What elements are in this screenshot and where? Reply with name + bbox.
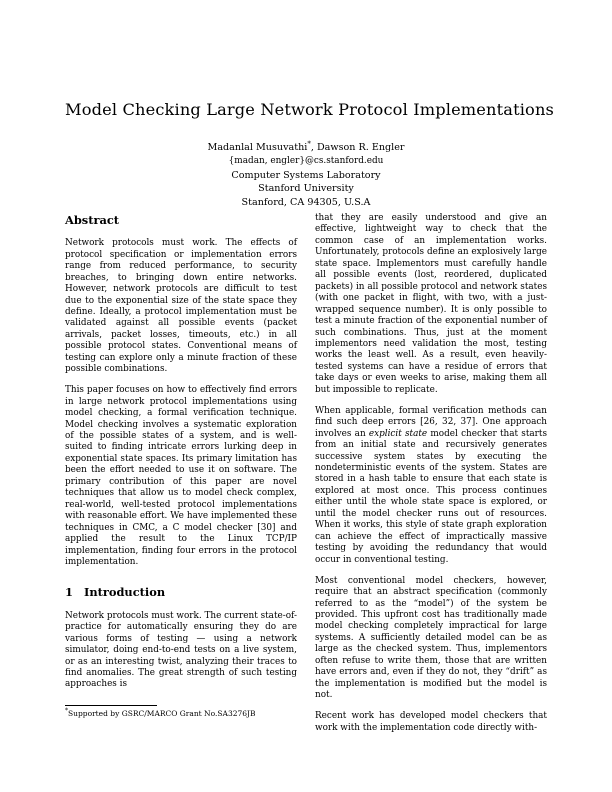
- author-email: {madan, engler}@cs.stanford.edu: [228, 156, 384, 167]
- abstract-heading: Abstract: [65, 213, 120, 227]
- author-secondary: , Dawson R. Engler: [310, 142, 405, 154]
- emphasis-explicit-state: explicit state: [368, 428, 428, 439]
- footnote-content: Supported by GSRC/MARCO Grant No.SA3276JB: [68, 709, 256, 718]
- page-title: Model Checking Large Network Protocol Implementations: [65, 100, 554, 119]
- section-title: Introduction: [84, 585, 166, 600]
- paragraph-text-post: model checker that starts from an initial state and recursively generates successive system states by executing the nondeterministic events of the system. States are stored in a hash table to ensure that each state is explored at most once. This process continues either until the whole state space is explored, or until the model checker runs out of resources. When it works, this style of state graph exploration can achieve the effect of impractically massive testing by avoiding the redundancy that would occur in conventional testing.: [315, 428, 547, 565]
- footnote-rule: [65, 705, 157, 706]
- footnote-text: [65, 709, 297, 719]
- column-left: [65, 213, 297, 691]
- introduction-paragraph-4: Most conventional model checkers, however, require that an abstract specification (commonly referred to as the “model”) of the system be provided. This upfront cost has traditionally made model checking completely impractical for large systems. A sufficiently detailed model can be as large as the checked system. Thus, implementors often refuse to write them, those that are written have errors and, even if they do not, they “drift” as the implementation is modified but the model is not.: [315, 575, 547, 701]
- paragraph-text-pre: When applicable, formal verification methods can find such deep errors [26, 32, 37]. One approach involves an: [315, 405, 547, 439]
- footnote-marker-symbol: *: [65, 707, 68, 715]
- abstract-paragraph-1: Network protocols must work. The effects of protocol specification or implementation errors range from reduced performance, to security breaches, to bringing down entire networks. However, network protocols are difficult to test due to the exponential size of the state space they define. Ideally, a protocol implementation must be validated against all possible events (packet arrivals, packet losses, timeouts, etc.) in all possible protocol states. Conventional means of testing can explore only a minute fraction of these possible combinations.: [65, 238, 297, 375]
- introduction-heading: [65, 585, 297, 599]
- introduction-paragraph-2: that they are easily understood and give an effective, lightweight way to check that the common case of an implementation works. Unfortunately, protocols define an explosively large state space. Implementors must carefully handle all possible events (lost, reordered, duplicated packets) in all possible protocol and network states (with one packet in flight, with two, with a just-wrapped sequence number). It is only possible to test a minute fraction of the exponential number of such combinations. Thus, just at the moment implementors need validation the most, testing works the least well. As a result, even heavily-tested systems can have a residue of errors that take days or even weeks to arise, making them all but impossible to replicate.: [315, 213, 547, 395]
- affiliation-line-3: Stanford, CA 94305, U.S.A: [241, 196, 371, 208]
- author-primary: Madanlal Musuvathi: [207, 142, 308, 154]
- abstract-paragraph-2: This paper focuses on how to effectively find errors in large network protocol implementations using model checking, a formal verification technique. Model checking involves a systematic exploration of the possible states of a system, and is well-suited to finding intricate errors lurking deep in exponential state spaces. Its primary limitation has been the effort needed to use it on software. The primary contribution of this paper are novel techniques that allow us to model check complex, real-world, well-tested protocol implementations with reasonable effort. We have implemented these techniques in CMC, a C model checker [30] and applied the result to the Linux TCP/IP implementation, finding four errors in the protocol implementation.: [65, 385, 297, 567]
- author-line: [65, 141, 547, 155]
- introduction-paragraph-1: Network protocols must work. The current state-of-practice for automatically ensuring they do are various forms of testing — using a network simulator, doing end-to-end tests on a live system, or as an interesting twist, analyzing their traces to find anomalies. The great strength of such testing approaches is: [65, 610, 297, 690]
- column-right: [315, 213, 547, 734]
- affiliation-line-1: Computer Systems Laboratory: [231, 169, 381, 181]
- introduction-paragraph-5: Recent work has developed model checkers that work with the implementation code directly with-: [315, 711, 547, 733]
- affiliation-line-2: Stanford University: [258, 183, 354, 195]
- footnote-block: [65, 705, 297, 719]
- footnote-marker: *: [307, 140, 311, 149]
- title-block: [65, 100, 554, 209]
- section-number: 1: [65, 585, 73, 600]
- introduction-paragraph-3: [315, 406, 547, 566]
